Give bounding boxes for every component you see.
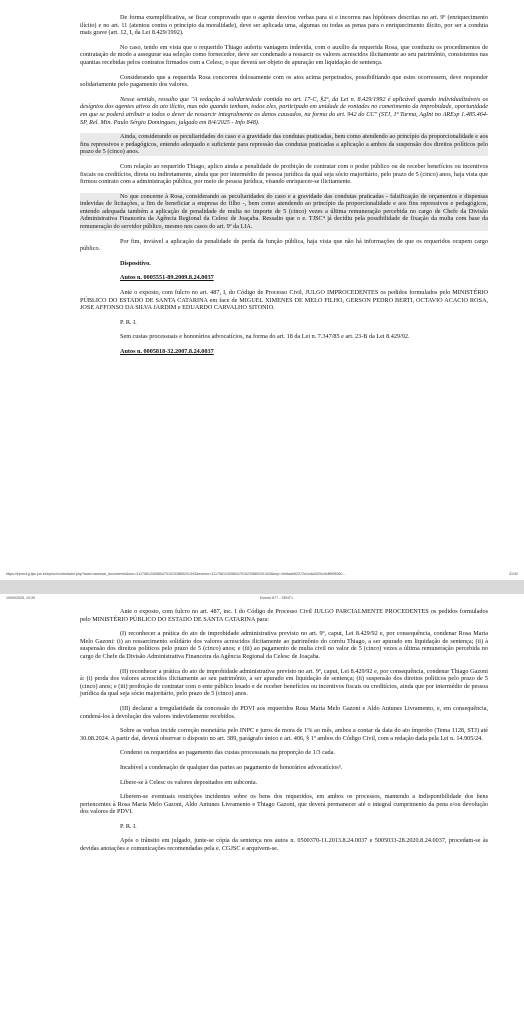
document-page-2 [0, 594, 524, 1024]
paragraph: Após o trânsito em julgado, junte-se cópia da sentença nos autos n. 0500370-11.2013.8.24.0037 e 5005033-28.2020.8.24.0037, procedam-se às devidas anotações e comunicações recomendadas pela e. CGJSC e arquivem-se. [80, 837, 488, 853]
case-number-heading: Autos n. 0005551-89.2009.8.24.0037 [120, 274, 214, 282]
pri-text: P. R. I. [120, 822, 137, 830]
ruling-item: (II) reconhecer a prática do ato de improbidade administrativa previsto no art. 9º, caput, Lei 8.429/92 e, por consequência, condenar Thiago Gazoni à: (i) perda dos valores acrescidos ilicitamente ao seu patrimônio, a ser apurado em liquidação de sentença; (ii) suspensão dos direitos políticos pelo prazo de 5 (cinco) anos; e (iii) proibição de contratar com o ente público lesado e de receber benefícios ou incentivos fiscais ou creditícios, ainda que por intermédio de pessoa jurídica da qual seja sócio majoritário, pelo prazo de 5 (cinco) anos. [80, 667, 488, 698]
paragraph: Ante o exposto, com fulcro no art. 487, I, do Código de Processo Civil, JULGO IMPROCEDENTES os pedidos formulados pelo MINISTÉRIO PÚBLICO DO ESTADO DE SANTA CATARINA em face de MIGUEL XIMENES DE MELO FILHO, GERSON PEDRO BERTI, OCTAVIO ACACIO ROSA, JOSE AFFONSO DA SILVA JARDIM e EDUARDO CARVALHO SITONIO. [80, 289, 488, 312]
section-heading-dispositivo: Dispositivo. [120, 259, 151, 267]
paragraph: Sem custas processuais e honorários advocatícios, na forma do art. 18 da Lei n. 7.347/85 e art. 23-B da Lei 8.429/92. [120, 333, 410, 341]
paragraph: Condeno os requeridos ao pagamento das custas processuais na proporção de 1/3 cada. [120, 749, 335, 757]
header-date: 19/09/2025, 10:39 [6, 596, 35, 600]
paragraph: De forma exemplificativa, se ficar comprovado que o agente desviou verbas para si e incorreu nas hipóteses descritas no art. 9º (enriquecimento ilícito) e no art. 11 (atentou contra o princípio da moralidade), deve ser aplicada uma, algumas ou todas as penas para o enriquecimento ilícito, por ser a conduta mais grave (art. 12, I, da Lei 8.429/1992). [80, 14, 488, 37]
ruling-item: (I) reconhecer a prática do ato de improbidade administrativa previsto no art. 9º, caput, Lei 8.429/92 e, por consequência, condenar Rosa Maria Melo Gazoni: (i) ao ressarcimento solidário dos valores acrescidos ilicitamente ao patrimônio do corréu Thiago, a ser apurado em liquidação de sentença; (ii) à suspensão dos direitos políticos pelo prazo de 5 (cinco) anos; e (iii) ao pagamento de multa civil no valor de 5 (cinco) vezes a última remuneração percebida no cargo de Chefe da Divisão Administrativa Financeira da Agência Regional da Celesc de Joaçaba. [80, 630, 488, 660]
highlighted-paragraph: Ainda, considerando as peculiaridades do caso e a gravidade das condutas praticadas, bem como atendendo ao princípio da proporcionalidade e aos fins repressivos e pedagógicos, entendo adequado e suficiente para repressão das condutas praticadas a aplicação a ambos da suspensão dos direitos políticos pelo prazo de 5 (cinco) anos. [80, 133, 488, 156]
quote-paragraph: Nesse sentido, ressalto que "A vedação à solidariedade contida no art. 17-C, §2º, da Lei n. 8.429/1992 é aplicável quando individualizáveis os desígnios dos agentes ativos do ato ilícito, mas não quando tenham, todos eles, participado em unidade de vontades no cometimento da improbidade, oportunidade em que se poderá atribuir a todos o dever de ressarcir integralmente os danos causados, na forma do art. 942 do CC" (STJ, 1ª Turma, AgInt no AREsp 1.485.464-SP, Rel. Min. Paulo Sérgio Domingues, julgado em 8/4/2025 - Info 848). [80, 95, 488, 126]
page-footer [6, 572, 518, 576]
paragraph: Ante o exposto, com fulcro no art. 487, inc. I do Código de Processo Civil JULGO PARCIALMENTE PROCEDENTES os pedidos formulados pelo MINISTÉRIO PÚBLICO DO ESTADO DE SANTA CATARINA para: [80, 608, 488, 623]
ruling-item: (III) declarar a irregularidade da concessão do PDVI aos requeridos Rosa Maria Melo Gazoni e Aldo Antunes Livramento, e, em consequência, condená-los à devolução dos valores indevidamente recebidos. [80, 704, 488, 720]
highlighted-paragraph: No que concerne à Rosa, considerando as peculiaridades do caso e a gravidade das condutas praticadas - falsificação de orçamentos e dispensas indevidas de licitações, a fim de beneficiar a empresa do filho -, bem como atendendo ao princípio da proporcionalidade e aos fins repressivos e pedagógicos, entendo adequada também a aplicação de penalidade de multa no importe de 5 (cinco) vezes a última remuneração percebida no cargo de Chefe da Divisão Administrativa Financeira da Agência Regional da Celesc de Joaçaba. Ressalto que o e. TJSC⁴ já decidiu pela possibilidade de fixação da multa com base da remuneração do servidor público, mesmo nos casos do art. 9º da LIA. [80, 192, 488, 231]
header-event: Evento 877 - SENT1 [260, 596, 293, 600]
paragraph: Sobre as verbas incide correção monetária pelo INPC e juros de mora de 1% ao mês, ambos a contar da data do ato ímprobo (Tema 1128, STJ) até 30.08.2024. A partir daí, deverá observar o disposto no art. 389, parágrafo único e art. 406, § 1º ambos do Código Civil, com a redação dada pela Lei n. 14.905/24. [80, 727, 488, 742]
page-number: 31/32 [509, 572, 518, 576]
paragraph: No caso, tendo em vista que o requerido Thiago auferiu vantagem indevida, com o auxílio da requerida Rosa, que conduziu os procedimentos de contratação de modo a assegurar sua seleção como fornecedor, deve ser condenado a ressarcir os valores acrescidos ilicitamente ao seu patrimônio, consistentes nas quantias recebidas pelos contratos firmados com a Celesc, o que deverá ser objeto de apuração em liquidação de sentença. [80, 43, 488, 66]
page-1-body [80, 14, 488, 363]
paragraph: Libere-se à Celesc os valores depositados em subconta. [120, 778, 258, 786]
page-2-body [80, 608, 488, 860]
paragraph: Liberem-se eventuais restrições incidentes sobre os bens dos requeridos, em ambos os processos, mantendo a indisponibilidade dos bens pertencentes à Rosa Maria Melo Gazoni, Aldo Antunes Livramento e Thiago Gazoni, que deverá permanecer até o integral cumprimento da pena e/ou devolução dos valores de PDVI. [80, 793, 488, 816]
pri-text: P. R. I. [120, 318, 137, 326]
footer-url[interactable]: https://eproc1g.tjsc.jus.br/eproc/controlador.php?acao=acessar_documento&doc=311758124058047010233889291343&evento=311758124058047010233889291343&key=1fe6ade62372a1eda3020c3cff6f98360… [6, 572, 347, 576]
page-header [6, 596, 518, 600]
paragraph: Com relação ao requerido Thiago, aplico ainda a penalidade de proibição de contratar com o poder público ou de receber benefícios ou incentivos fiscais ou creditícios, direta ou indiretamente, ainda que por intermédio de pessoa jurídica da qual seja sócio majoritário, pelo prazo de 5 (cinco) anos, haja vista que firmou contrato com a administração pública, por meio de pessoa jurídica, visando enriquecer-se ilicitamente. [80, 162, 488, 186]
paragraph: Por fim, inviável a aplicação da penalidade de perda da função pública, haja vista que não há informações de que os requeridos ocupem cargo público. [80, 237, 488, 253]
paragraph: Considerando que a requerida Rosa concorreu dolosamente com os atos acima perpetrados, possibilitando que estes ocorressem, deve responder solidariamente pelo pagamento dos valores. [80, 73, 488, 89]
paragraph: Incabível a condenação de qualquer das partes ao pagamento de honorários advocatícios⁵. [120, 763, 343, 771]
case-number-heading: Autos n. 0005818-32.2007.8.24.0037 [120, 348, 214, 355]
